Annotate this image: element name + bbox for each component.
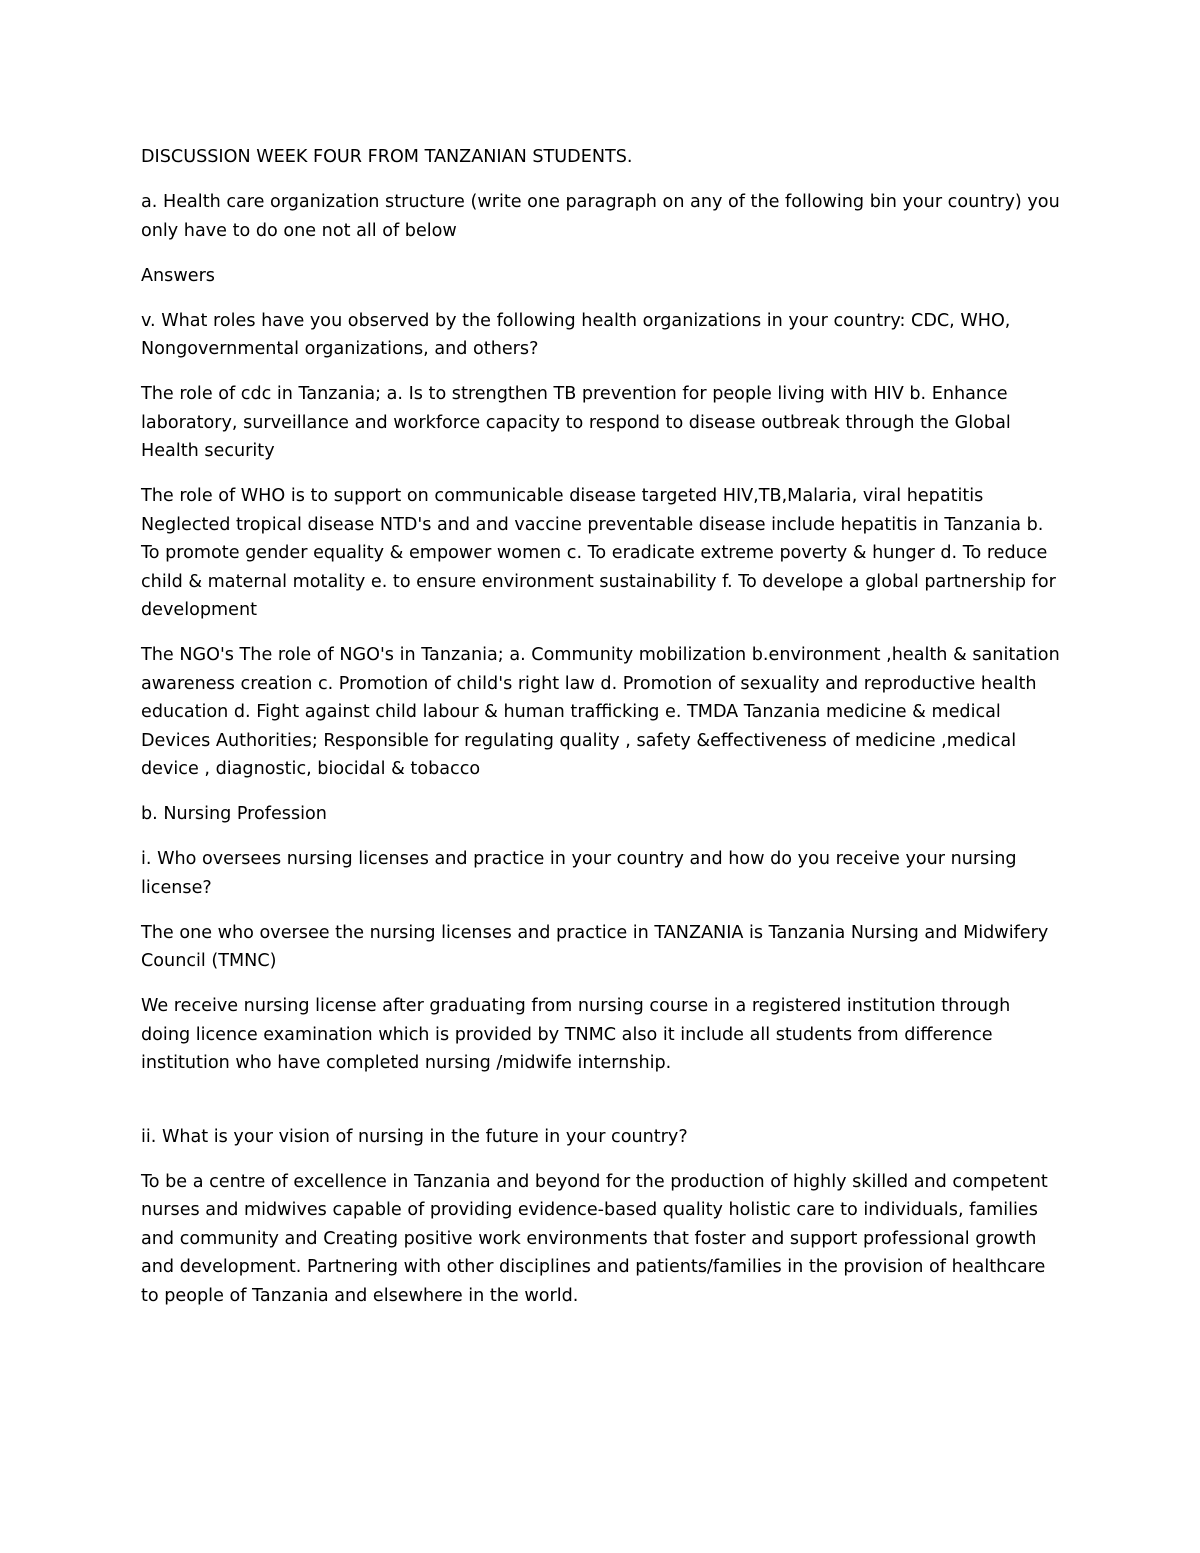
section-b-nursing-profession: b. Nursing Profession: [141, 804, 327, 824]
question-i-nursing-licenses: i. Who oversees nursing licenses and practice in your country and how do you receive your nursing license?: [141, 849, 1017, 898]
question-v-health-organizations: v. What roles have you observed by the following health organizations in your country: CDC, WHO, Nongovernmental organizations, and others?: [141, 310, 1011, 359]
answer-who-role: The role of WHO is to support on communicable disease targeted HIV,TB,Malaria, viral hepatitis Neglected tropical disease NTD's and and vaccine preventable disease include hepatitis in Tanzania b. To promote gender equality & empower women c. To eradicate extreme poverty & hunger d. To reduce child & maternal motality e. to ensure environment sustainability f. To develope a global partnership for development: [141, 486, 1056, 620]
document-body: [141, 143, 1061, 1327]
answer-tmnc-oversight: The one who oversee the nursing licenses and practice in TANZANIA is Tanzania Nursing and Midwifery Council (TMNC): [141, 922, 1049, 971]
answer-license-process: We receive nursing license after graduating from nursing course in a registered institution through doing licence examination which is provided by TNMC also it include all students from difference institution who have completed nursing /midwife internship.: [141, 996, 1011, 1073]
blank-line: [141, 1094, 1061, 1123]
answer-ngo-role: The NGO's The role of NGO's in Tanzania; a. Community mobilization b.environment ,health & sanitation awareness creation c. Promotion of child's right law d. Promotion of sexuality and reproductive health education d. Fight against child labour & human trafficking e. TMDA Tanzania medicine & medical Devices Authorities; Responsible for regulating quality , safety &effectiveness of medicine ,medical device , diagnostic, biocidal & tobacco: [141, 645, 1060, 779]
question-a-health-care-structure: a. Health care organization structure (write one paragraph on any of the following bin your country) you only have to do one not all of below: [141, 192, 1060, 241]
answer-cdc-role: The role of cdc in Tanzania; a. Is to strengthen TB prevention for people living with HIV b. Enhance laboratory, surveillance and workforce capacity to respond to disease outbreak through the Global Health security: [141, 384, 1011, 461]
answers-heading: Answers: [141, 265, 215, 286]
answer-nursing-vision: To be a centre of excellence in Tanzania and beyond for the production of highly skilled and competent nurses and midwives capable of providing evidence-based quality holistic care to individuals, families and community and Creating positive work environments that foster and support professional growth and development. Partnering with other disciplines and patients/families in the provision of healthcare to people of Tanzania and elsewhere in the world.: [141, 1171, 1048, 1306]
question-ii-nursing-vision: ii. What is your vision of nursing in the future in your country?: [141, 1126, 688, 1147]
document-title: DISCUSSION WEEK FOUR FROM TANZANIAN STUDENTS.: [141, 147, 633, 167]
